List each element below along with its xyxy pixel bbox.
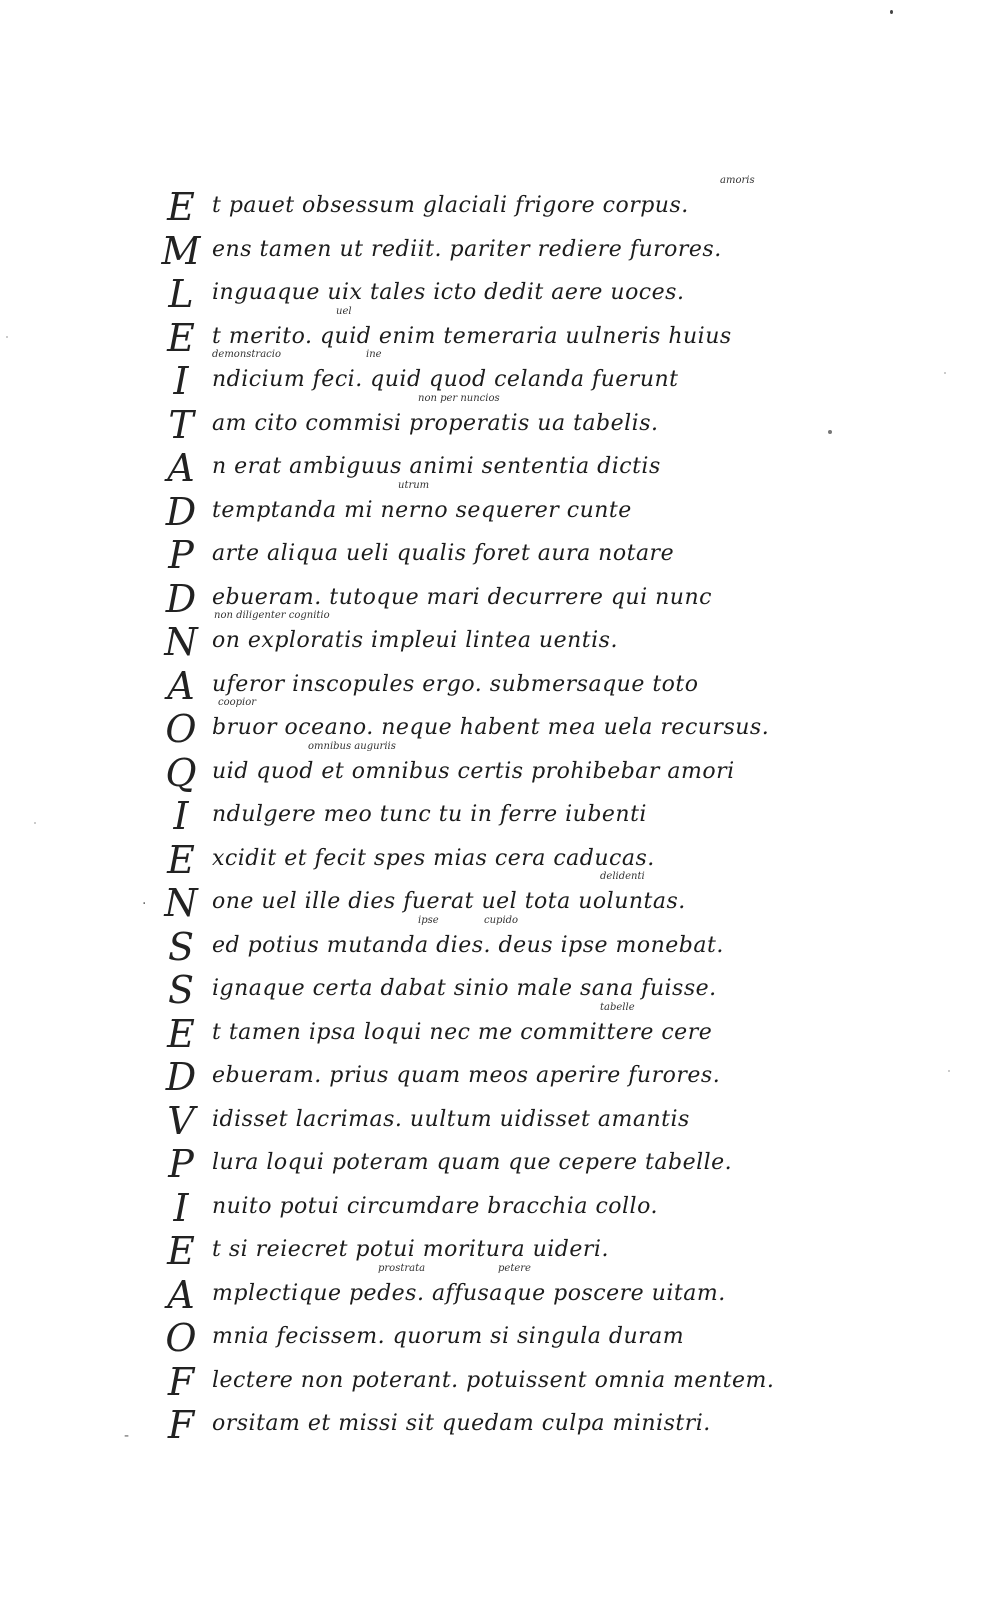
line-text: one uel ille dies fuerat uel tota uoluntas. [212,889,686,914]
verse-line [160,871,760,925]
line-initial: D [165,576,197,621]
line-text: ebueram. tutoque mari decurrere qui nunc [212,584,712,610]
line-text: ebueram. prius quam meos aperire furores. [212,1063,721,1088]
interlinear-gloss: tabelle [600,1001,635,1013]
line-text: am cito commisi properatis ua tabelis. [212,410,659,436]
interlinear-gloss: demonstracio [212,349,281,360]
line-text: ens tamen ut rediit. pariter rediere furores. [212,236,722,262]
line-initial: I [173,1185,189,1230]
line-initial: S [167,968,195,1012]
line-text: on exploratis impleui lintea uentis. [212,628,618,653]
line-initial: F [167,1403,195,1447]
line-text: uid quod et omnibus certis prohibebar amori [212,758,735,784]
line-text: mnia fecissem. quorum si singula duram [212,1324,685,1349]
verse-line [160,270,760,314]
verse-line [160,1053,760,1097]
line-initial: T [168,402,194,447]
line-initial: E [167,837,195,882]
interlinear-gloss: uel [336,305,352,317]
verse-line [160,227,760,271]
verse-line [160,740,760,795]
interlinear-gloss: utrum [398,479,430,491]
line-initial: O [165,707,197,751]
line-text: n erat ambiguus animi sententia dictis [212,454,661,479]
line-text: t pauet obsessum glaciali frigore corpus. [212,193,689,218]
line-text: ndicium feci. quid quod celanda fuerunt [212,367,679,392]
line-text: temptanda mi nerno sequerer cunte [212,497,632,523]
verse-line [160,966,760,1010]
verse-line [160,1097,760,1141]
line-text: t tamen ipsa loqui nec me committere cere [212,1019,713,1045]
interlinear-gloss: omnibus auguriis [308,740,396,752]
ink-speck [34,822,36,824]
line-initial: O [165,1316,197,1360]
interlinear-gloss: cupido [484,914,519,926]
line-initial: M [161,228,201,273]
interlinear-gloss: coopior [218,697,257,708]
line-text: mplectique pedes. affusaque poscere uitam. [212,1280,726,1306]
line-text: t merito. quid enim temeraria uulneris huius [212,323,732,349]
line-text: idisset lacrimas. uultum uidisset amantis [212,1106,690,1132]
verse-line [160,1314,760,1358]
interlinear-gloss: petere [498,1262,531,1274]
line-initial: S [167,924,195,969]
verse-line [160,1227,760,1271]
line-initial: E [167,1011,195,1056]
line-text: orsitam et missi sit quedam culpa ministri. [212,1411,711,1436]
interlinear-gloss: non diligenter cognitio [214,610,330,621]
line-initial: D [165,489,197,534]
verse-line [160,697,770,751]
line-initial: P [168,1142,194,1186]
line-initial: E [167,315,195,360]
verse-line [160,610,760,664]
line-initial: P [168,533,194,577]
interlinear-gloss: delidenti [600,871,645,882]
line-text: lura loqui poteram quam que cepere tabelle. [212,1150,733,1175]
ink-speck [6,336,8,338]
line-text: uferor inscopules ergo. submersaque toto [212,671,699,697]
verse-line [160,175,760,229]
line-initial: N [164,881,198,925]
verse-line [160,444,760,488]
line-initial: E [167,1229,195,1273]
line-text: arte aliqua ueli qualis foret aura notare [212,541,675,566]
ink-speck [948,1070,950,1072]
line-text: xcidit et fecit spes mias cera caducas. [212,845,655,871]
line-initial: L [168,272,194,316]
interlinear-gloss: prostrata [378,1262,426,1274]
line-initial: F [167,1359,195,1404]
line-initial: E [167,185,195,229]
line-text: lectere non poterant. potuissent omnia mentem. [212,1367,775,1393]
verse-line [160,479,760,534]
verse-line [160,836,760,880]
verse-line [160,914,760,969]
line-text: ndulgere meo tunc tu in ferre iubenti [212,802,647,827]
verse-line [160,392,760,447]
verse-line [160,1401,760,1445]
verse-line [160,1140,760,1184]
line-initial: A [167,1272,195,1317]
ink-speck [944,372,946,374]
interlinear-gloss: non per nuncios [418,392,500,404]
line-initial: Q [165,750,197,795]
verse-line [160,1001,760,1056]
line-text: inguaque uix tales icto dedit aere uoces. [212,280,685,305]
verse-line [160,792,760,836]
line-initial: A [167,446,195,490]
interlinear-gloss: ipse [418,914,439,926]
interlinear-gloss: ine [366,349,382,360]
verse-line [160,1358,775,1404]
line-initial: I [173,794,189,838]
margin-dot: · [142,896,147,912]
verse-line [160,1262,760,1317]
ink-speck [828,430,832,434]
line-initial: D [165,1055,197,1099]
ink-speck [890,10,893,14]
line-initial: I [173,359,189,403]
line-text: nuito potui circumdare bracchia collo. [212,1193,658,1219]
line-text: ignaque certa dabat sinio male sana fuisse. [212,976,717,1001]
line-initial: A [167,663,195,708]
margin-dash: - [124,1428,130,1444]
interlinear-gloss: amoris [720,175,755,186]
line-text: ed potius mutanda dies. deus ipse monebat. [212,932,724,958]
verse-line [160,531,760,575]
line-initial: N [164,620,198,664]
line-text: t si reiecret potui moritura uideri. [212,1237,609,1262]
verse-line [160,1184,760,1228]
line-initial: V [167,1098,195,1143]
line-text: bruor oceano. neque habent mea uela recursus. [212,715,770,740]
